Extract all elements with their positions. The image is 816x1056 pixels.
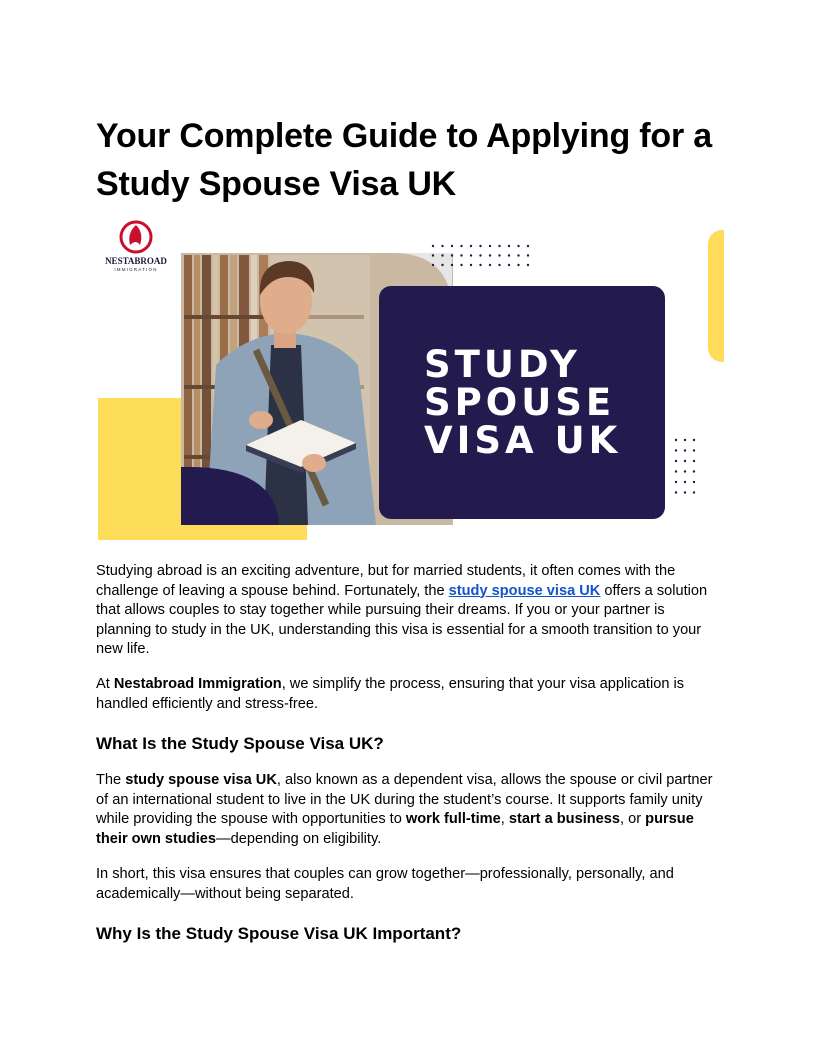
s1-text-c: , also known as a dependent visa, allows the spouse or civil partner of an international student to live in the UK during the student’s course. It supports family unity while providing the spouse with opportunities to bbox=[96, 772, 713, 827]
company-name: Nestabroad Immigration bbox=[113, 676, 282, 692]
decor-dot bbox=[508, 245, 510, 247]
decor-dot bbox=[693, 449, 695, 451]
decor-dot bbox=[432, 245, 434, 247]
section-heading-what-is: What Is the Study Spouse Visa UK? bbox=[96, 734, 384, 753]
intro-paragraph-2 bbox=[96, 675, 720, 714]
decor-dot bbox=[460, 245, 462, 247]
hero-banner-image bbox=[96, 215, 724, 545]
decor-dot bbox=[451, 264, 453, 266]
decor-dot bbox=[470, 264, 472, 266]
decor-dot bbox=[684, 481, 686, 483]
study-spouse-visa-link[interactable]: study spouse visa UK bbox=[448, 582, 601, 599]
s1-text-a: The bbox=[96, 772, 126, 788]
decor-dot bbox=[441, 254, 443, 256]
decor-dot bbox=[498, 254, 500, 256]
decor-dot bbox=[527, 254, 529, 256]
yellow-tab bbox=[708, 230, 724, 362]
decor-dot bbox=[675, 491, 677, 493]
logo-tagline: IMMIGRATION bbox=[114, 267, 158, 272]
section1-paragraph-1 bbox=[96, 771, 720, 849]
section-heading-why-important: Why Is the Study Spouse Visa UK Important? bbox=[96, 924, 462, 943]
decor-dot bbox=[693, 481, 695, 483]
intro-text: Studying abroad is an exciting adventure, but for married students, it often comes with the challenge of leaving a spouse behind. Fortunately, the bbox=[96, 563, 676, 599]
decor-dot bbox=[527, 245, 529, 247]
decor-dot bbox=[498, 245, 500, 247]
decor-dot bbox=[498, 264, 500, 266]
decor-dot bbox=[517, 254, 519, 256]
decor-dot bbox=[479, 245, 481, 247]
decor-dot bbox=[684, 449, 686, 451]
intro-paragraph-1 bbox=[96, 562, 720, 660]
s1-bold-work: work full-time bbox=[405, 811, 501, 827]
intro2-text: At bbox=[96, 676, 114, 692]
s1-bold-studies: pursue their own studies bbox=[96, 811, 694, 847]
dot-grid-right bbox=[675, 439, 695, 494]
decor-dot bbox=[470, 245, 472, 247]
s1-text-i: —depending on eligibility. bbox=[216, 830, 382, 847]
decor-dot bbox=[451, 254, 453, 256]
section1-paragraph-2: In short, this visa ensures that couples can grow together—professionally, personally, and academically—without being separated. bbox=[96, 866, 674, 902]
decor-dot bbox=[693, 491, 695, 493]
decor-dot bbox=[517, 264, 519, 266]
decor-dot bbox=[675, 481, 677, 483]
decor-dot bbox=[517, 245, 519, 247]
decor-dot bbox=[684, 470, 686, 472]
s1-bold-visa: study spouse visa UK bbox=[125, 772, 277, 788]
decor-dot bbox=[693, 470, 695, 472]
s1-text-g: , or bbox=[620, 811, 646, 827]
nestabroad-logo bbox=[105, 222, 167, 272]
logo-name: NESTABROAD bbox=[105, 256, 167, 266]
decor-dot bbox=[684, 460, 686, 462]
decor-dot bbox=[479, 264, 481, 266]
decor-dot bbox=[489, 264, 491, 266]
decor-dot bbox=[470, 254, 472, 256]
decor-dot bbox=[460, 254, 462, 256]
s1-text-e: , bbox=[500, 811, 509, 827]
banner-line-2: SPOUSE bbox=[424, 381, 616, 424]
decor-dot bbox=[675, 460, 677, 462]
decor-dot bbox=[451, 245, 453, 247]
s1-bold-business: start a business bbox=[508, 811, 621, 827]
page-title: Your Complete Guide to Applying for a Study Spouse Visa UK bbox=[96, 117, 712, 203]
decor-dot bbox=[460, 264, 462, 266]
decor-dot bbox=[675, 439, 677, 441]
decor-dot bbox=[432, 264, 434, 266]
decor-dot bbox=[693, 439, 695, 441]
decor-dot bbox=[479, 254, 481, 256]
decor-dot bbox=[693, 460, 695, 462]
banner-line-3: VISA UK bbox=[424, 419, 622, 462]
decor-dot bbox=[489, 245, 491, 247]
intro-text-cont: offers a solution that allows couples to stay together while pursuing their dreams. If you or your partner is planning to study in the UK, understanding this visa is essential for a smooth transition to your new life. bbox=[96, 582, 708, 657]
intro2-text-cont: , we simplify the process, ensuring that your visa application is handled efficiently and stress-free. bbox=[96, 676, 685, 712]
decor-dot bbox=[527, 264, 529, 266]
decor-dot bbox=[508, 264, 510, 266]
decor-dot bbox=[675, 449, 677, 451]
decor-dot bbox=[489, 254, 491, 256]
decor-dot bbox=[441, 245, 443, 247]
decor-dot bbox=[684, 491, 686, 493]
decor-dot bbox=[508, 254, 510, 256]
decor-dot bbox=[441, 264, 443, 266]
decor-dot bbox=[432, 254, 434, 256]
decor-dot bbox=[684, 439, 686, 441]
banner-line-1: STUDY bbox=[424, 343, 581, 386]
decor-dot bbox=[675, 470, 677, 472]
